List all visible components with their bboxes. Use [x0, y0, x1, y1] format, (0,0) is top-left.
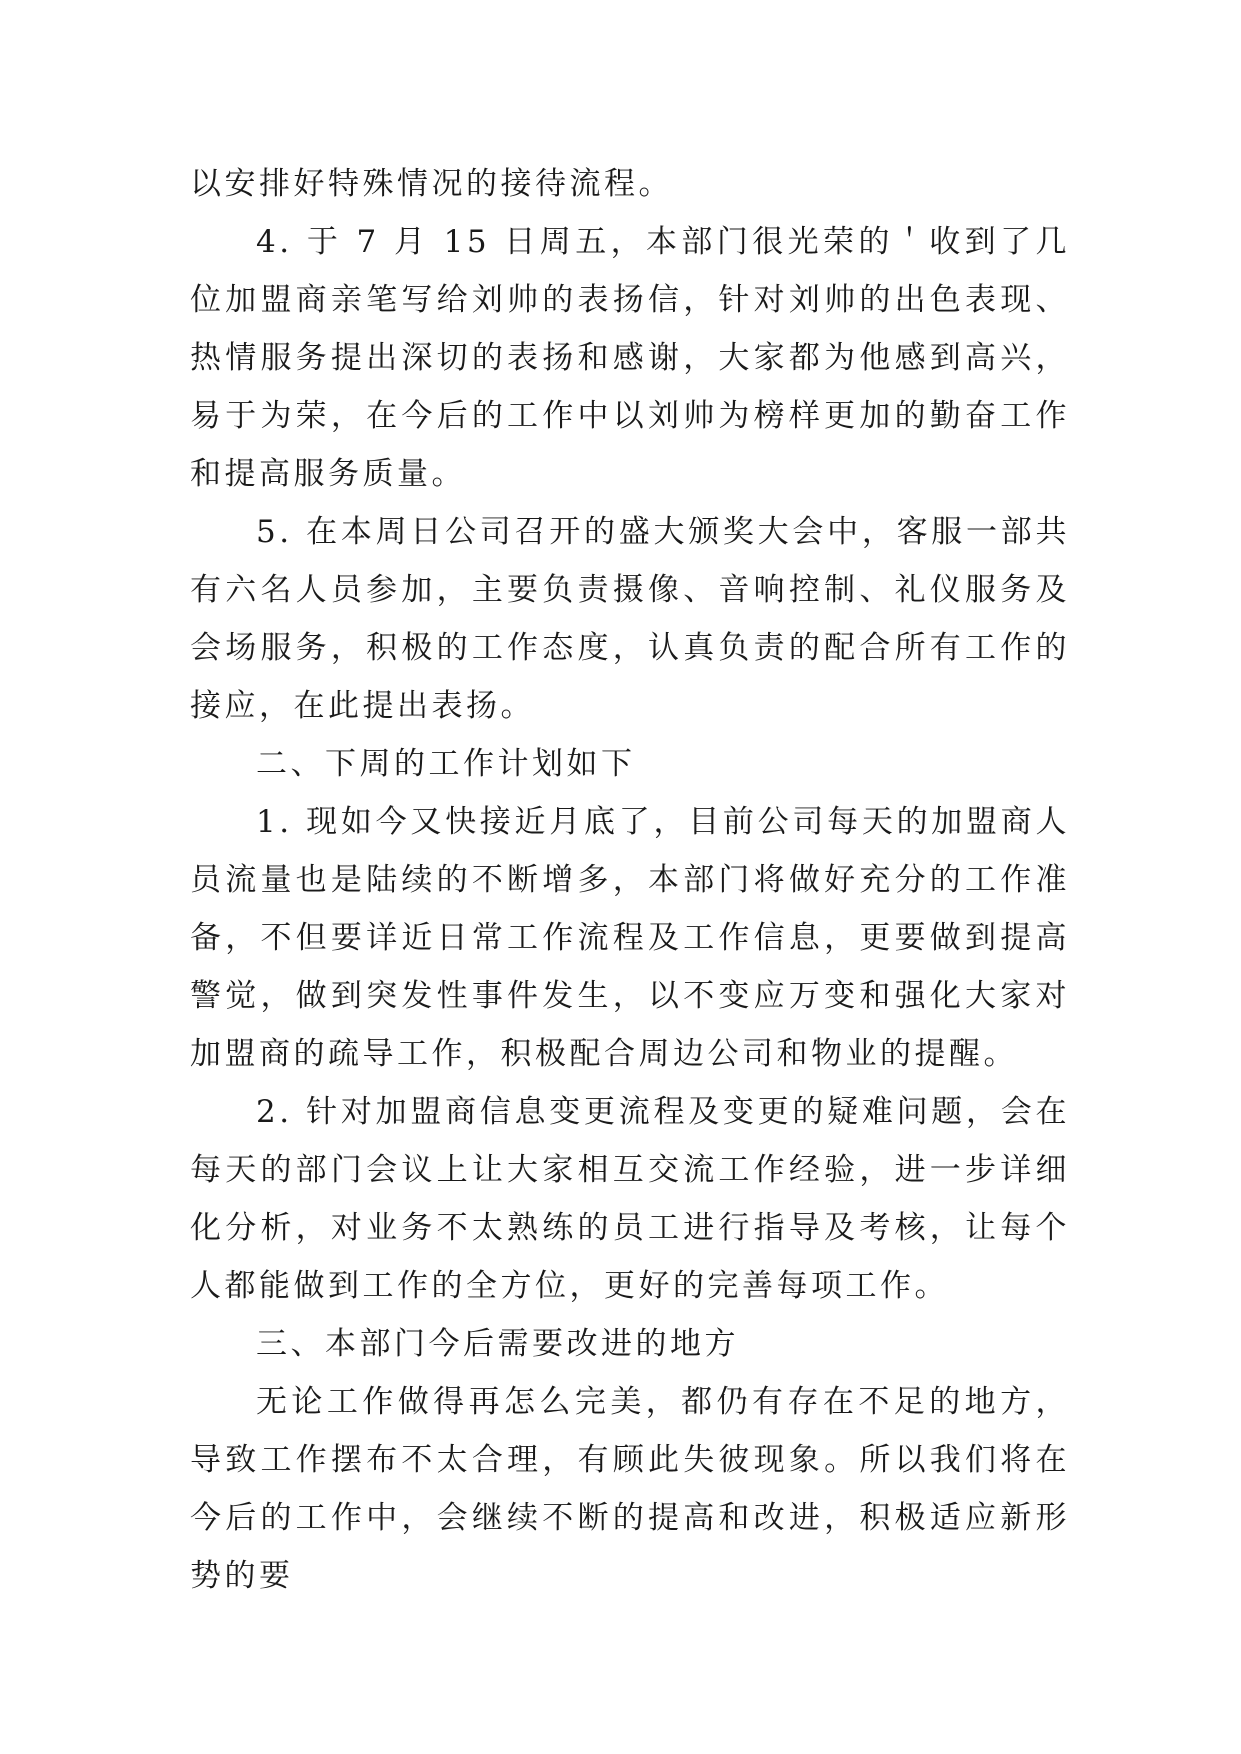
paragraph-plan-item-1: 1. 现如今又快接近月底了，目前公司每天的加盟商人员流量也是陆续的不断增多，本部门将做好充分的工作准备，不但要详近日常工作流程及工作信息，更要做到提高警觉，做到突发性事件发生，以不变应万变和强化大家对加盟商的疏导工作，积极配合周边公司和物业的提醒。: [190, 804, 1070, 1072]
paragraph-continuation: 以安排好特殊情况的接待流程。: [190, 166, 673, 202]
section-heading-improvements: 三、本部门今后需要改进的地方: [256, 1326, 739, 1362]
document-page: [190, 155, 1070, 1605]
paragraph-item-4-commendation: 4. 于 7 月 15 日周五，本部门很光荣的＇收到了几位加盟商亲笔写给刘帅的表扬信，针对刘帅的出色表现、热情服务提出深切的表扬和感谢，大家都为他感到高兴，易于为荣，在今后的工作中以刘帅为榜样更加的勤奋工作和提高服务质量。: [190, 224, 1070, 492]
paragraph-improvements: 无论工作做得再怎么完美，都仍有存在不足的地方，导致工作摆布不太合理，有顾此失彼现象。所以我们将在今后的工作中，会继续不断的提高和改进，积极适应新形势的要: [190, 1384, 1070, 1594]
section-heading-next-week-plan: 二、下周的工作计划如下: [256, 746, 636, 782]
paragraph-plan-item-2: 2. 针对加盟商信息变更流程及变更的疑难问题，会在每天的部门会议上让大家相互交流工作经验，进一步详细化分析，对业务不太熟练的员工进行指导及考核，让每个人都能做到工作的全方位，更好的完善每项工作。: [190, 1094, 1070, 1304]
paragraph-item-5-award-ceremony: 5. 在本周日公司召开的盛大颁奖大会中，客服一部共有六名人员参加，主要负责摄像、音响控制、礼仪服务及会场服务，积极的工作态度，认真负责的配合所有工作的接应，在此提出表扬。: [190, 514, 1070, 724]
